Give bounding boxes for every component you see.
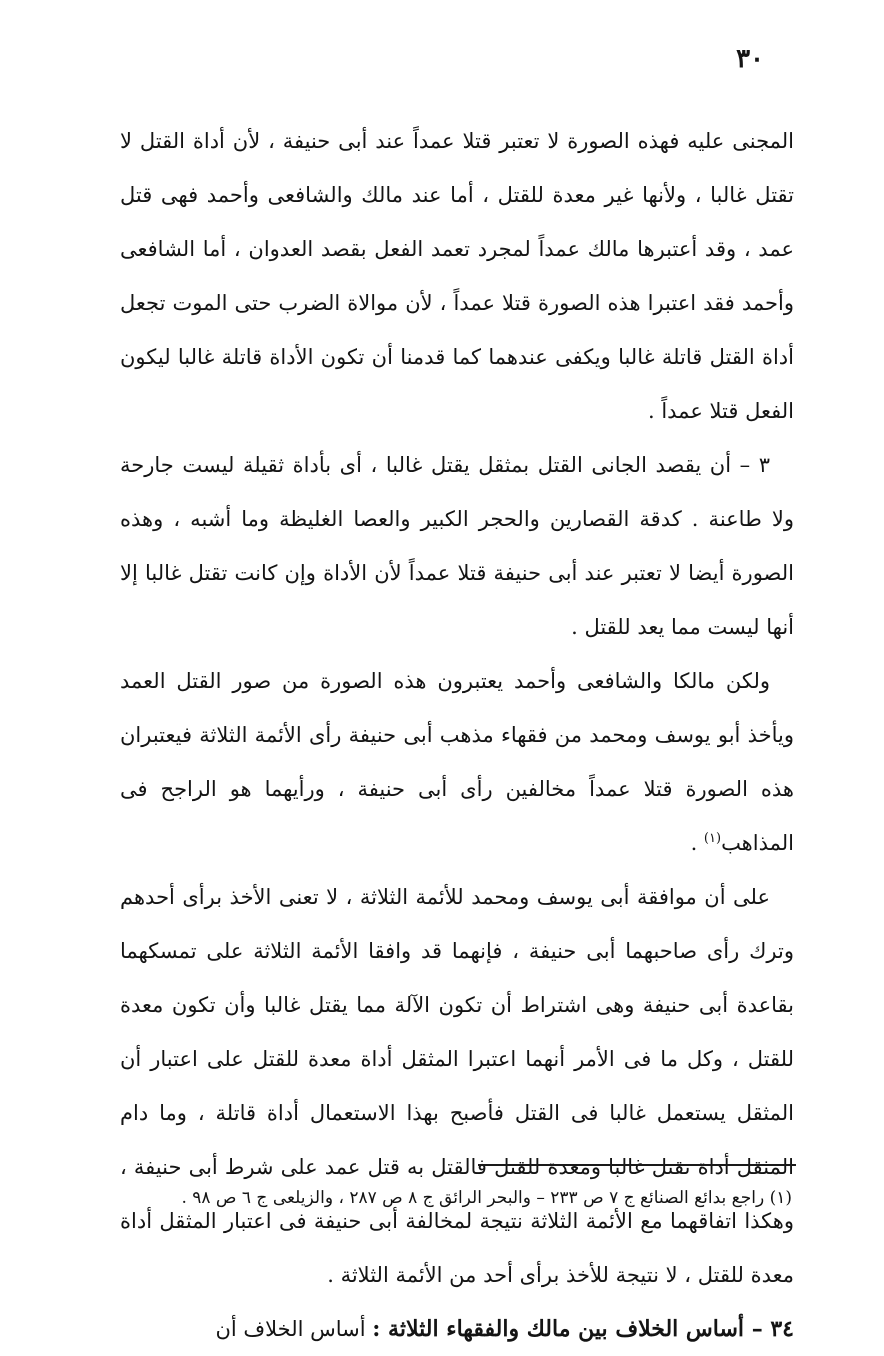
- footnote: (١) راجع بدائع الصنائع ج ٧ ص ٢٣٣ – والبحر الرائق ج ٨ ص ٢٨٧ ، والزيلعى ج ٦ ص ٩٨ .: [181, 1188, 792, 1208]
- paragraph: [120, 654, 794, 870]
- page-number: ٣٠: [736, 44, 764, 74]
- footnote-reference: (١): [703, 831, 722, 846]
- footnotes: [110, 1176, 792, 1220]
- section-title: ٣٤ – أساس الخلاف بين مالك والفقهاء الثلاثة :: [372, 1316, 794, 1342]
- paragraph-text: ولكن مالكا والشافعى وأحمد يعتبرون هذه الصورة من صور القتل العمد ويأخذ أبو يوسف ومحمد من فقهاء مذهب أبى حنيفة رأى الأئمة الثلاثة فيعتبران هذه الصورة قتلا عمداً مخالفين رأى أبى حنيفة ، ورأيهما هو الراجح فى المذاهب: [120, 669, 794, 855]
- paragraph-end: .: [690, 831, 704, 855]
- paragraph: ٣ – أن يقصد الجانى القتل بمثقل يقتل غالبا ، أى بأداة ثقيلة ليست جارحة ولا طاعنة . كدقة القصارين والحجر الكبير والعصا الغليظة وما أشبه ، وهذه الصورة أيضا لا تعتبر عند أبى حنيفة قتلا عمداً لأن الأداة وإن كانت تقتل غالبا إلا أنها ليست مما يعد للقتل .: [120, 453, 794, 639]
- paragraph: المجنى عليه فهذه الصورة لا تعتبر قتلا عمداً عند أبى حنيفة ، لأن أداة القتل لا تقتل غالبا ، ولأنها غير معدة للقتل ، أما عند مالك والشافعى وأحمد فهى قتل عمد ، وقد أعتبرها مالك عمداً لمجرد تعمد الفعل بقصد العدوان ، أما الشافعى وأحمد فقد اعتبرا هذه الصورة قتلا عمداً ، لأن موالاة الضرب حتى الموت تجعل أداة القتل قاتلة غالبا ويكفى عندهما كما قدمنا أن تكون الأداة قاتلة غالبا ليكون الفعل قتلا عمداً .: [120, 129, 794, 423]
- main-text: [120, 114, 794, 1356]
- paragraph: على أن موافقة أبى يوسف ومحمد للأئمة الثلاثة ، لا تعنى الأخذ برأى أحدهم وترك رأى صاحبهما أبى حنيفة ، فإنهما قد وافقا الأئمة الثلاثة على تمسكهما بقاعدة أبى حنيفة وهى اشتراط أن تكون الآلة مما يقتل غالبا وأن تكون معدة للقتل ، وكل ما فى الأمر أنهما اعتبرا المثقل أداة معدة للقتل على اعتبار أن المثقل يستعمل غالبا فى القتل فأصبح بهذا الاستعمال أداة قاتلة ، وما دام المثقل أداة تقتل غالبا ومعدة للقتل فالقتل به قتل عمد على شرط أبى حنيفة ، وهكذا اتفاقهما مع الأئمة الثلاثة نتيجة لمخالفة أبى حنيفة فى اعتبار المثقل أداة معدة للقتل ، لا نتيجة للأخذ برأى أحد من الأئمة الثلاثة .: [120, 885, 794, 1287]
- section-heading-line: [120, 1302, 794, 1356]
- section-text: أساس الخلاف أن: [215, 1317, 373, 1341]
- footnote-divider: [478, 1164, 796, 1166]
